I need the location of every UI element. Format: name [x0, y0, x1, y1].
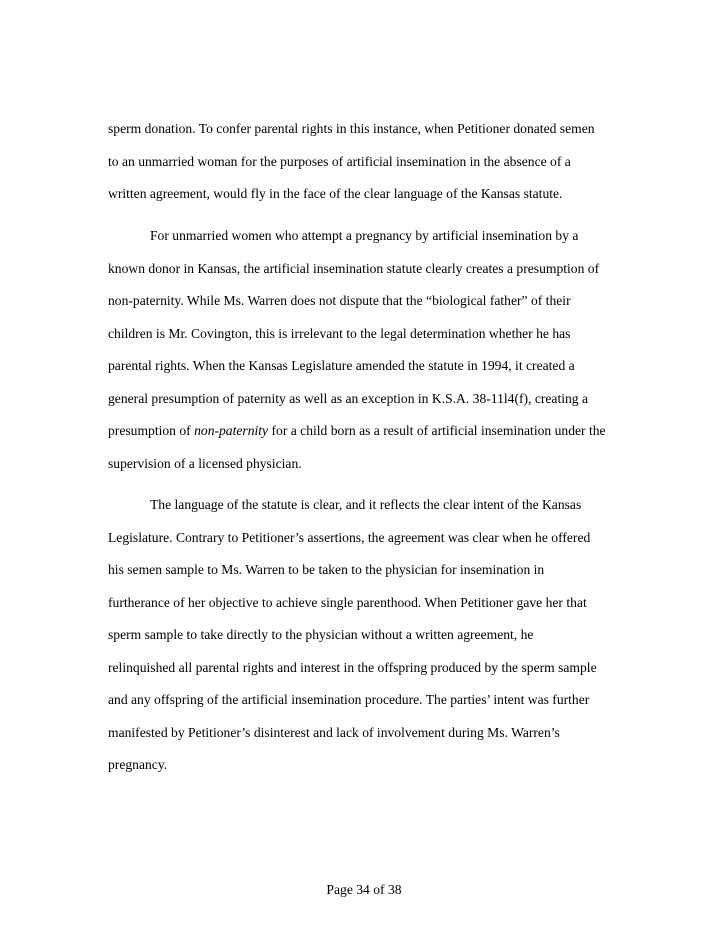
paragraph-1-line-2: to an unmarried woman for the purposes of artificial insemination in the absence of a	[108, 154, 571, 169]
paragraph-3-line-2: Legislature. Contrary to Petitioner’s assertions, the agreement was clear when he offered	[108, 530, 591, 545]
paragraph-3-line-8: manifested by Petitioner’s disinterest and lack of involvement during Ms. Warren’s	[108, 725, 560, 740]
paragraph-3-line-7: and any offspring of the artificial insemination procedure. The parties’ intent was further	[108, 692, 590, 707]
paragraph-2-line-4: children is Mr. Covington, this is irrelevant to the legal determination whether he has	[108, 326, 571, 341]
paragraph-1-line-3: written agreement, would fly in the face of the clear language of the Kansas statute.	[108, 186, 563, 201]
line-text-after-emphasis: for a child born as a result of artificial insemination under the	[268, 423, 606, 438]
paragraph-2-line-2: known donor in Kansas, the artificial insemination statute clearly creates a presumption of	[108, 261, 600, 276]
line-text-before-emphasis: presumption of	[108, 423, 195, 438]
paragraph-3-line-4: furtherance of her objective to achieve single parenthood. When Petitioner gave her that	[108, 595, 587, 610]
paragraph-2-line-6: general presumption of paternity as well as an exception in K.S.A. 38-11l4(f), creating a	[108, 391, 589, 406]
paragraph-3-line-9: pregnancy.	[108, 757, 168, 772]
paragraph-3-line-6: relinquished all parental rights and interest in the offspring produced by the sperm sample	[108, 660, 597, 675]
paragraph-3-line-1: The language of the statute is clear, and it reflects the clear intent of the Kansas	[150, 497, 582, 512]
emphasized-term: non-paternity	[194, 423, 269, 438]
paragraph-2-line-8: supervision of a licensed physician.	[108, 456, 302, 471]
paragraph-1-line-1: sperm donation. To confer parental rights in this instance, when Petitioner donated semen	[108, 121, 595, 136]
paragraph-2-line-5: parental rights. When the Kansas Legislature amended the statute in 1994, it created a	[108, 358, 575, 373]
paragraph-3-line-5: sperm sample to take directly to the physician without a written agreement, he	[108, 627, 534, 642]
paragraph-3-line-3: his semen sample to Ms. Warren to be taken to the physician for insemination in	[108, 562, 545, 577]
page-number-footer: Page 34 of 38	[326, 882, 402, 897]
paragraph-2-line-1: For unmarried women who attempt a pregnancy by artificial insemination by a	[150, 228, 579, 243]
paragraph-2-line-3: non-paternity. While Ms. Warren does not dispute that the “biological father” of their	[108, 293, 571, 308]
paragraph-2-line-7	[108, 423, 606, 439]
